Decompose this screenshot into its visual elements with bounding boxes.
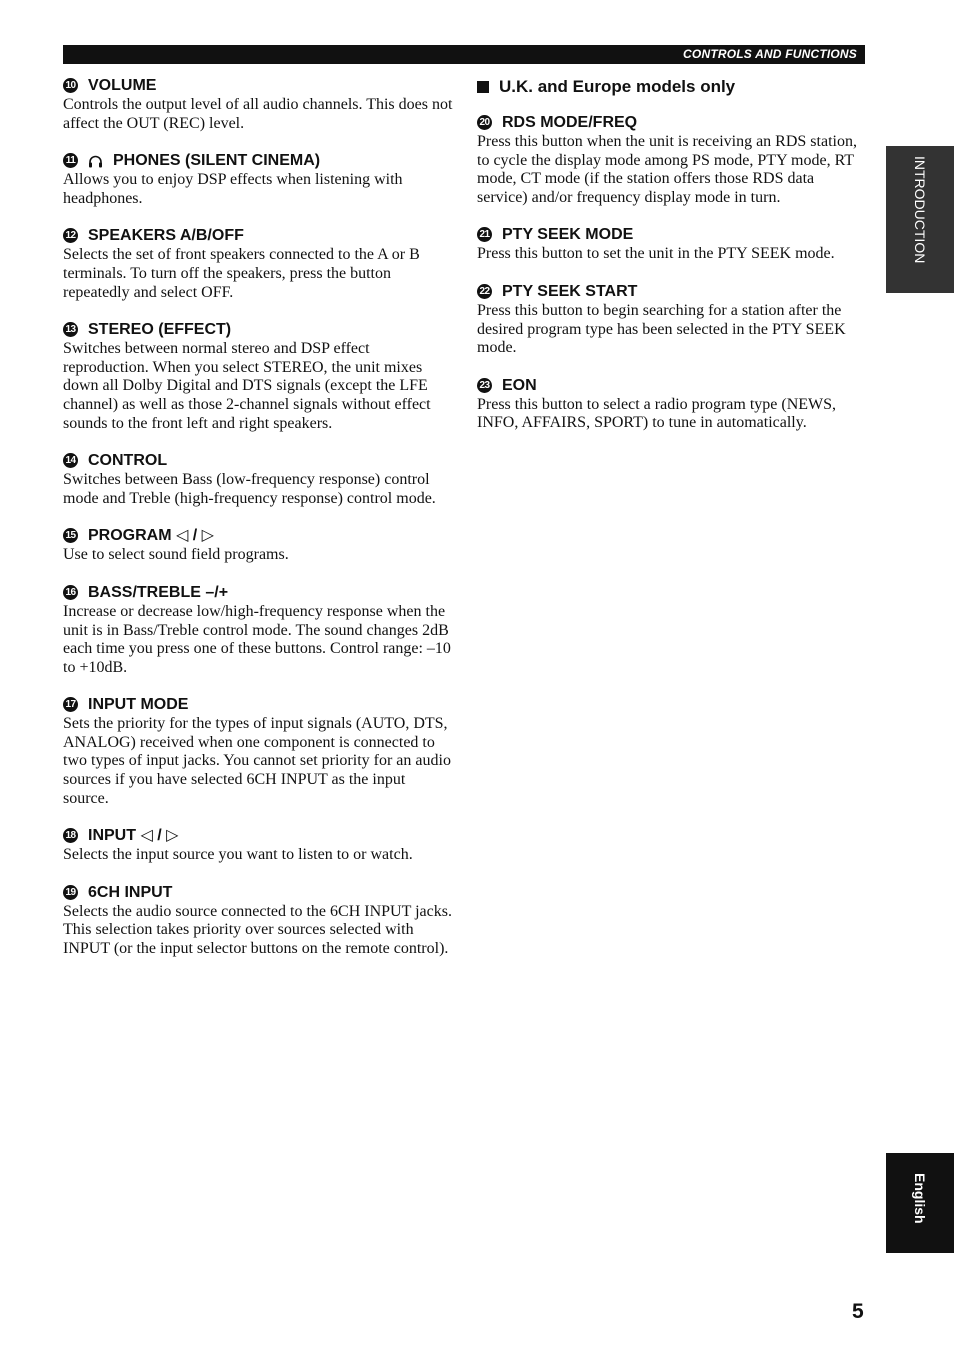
item-title: PTY SEEK MODE <box>502 226 634 244</box>
item-number: 11 <box>63 153 78 168</box>
item-number: 14 <box>63 453 78 468</box>
item-description: Press this button to begin searching for a station after the desired program type has been selected in the PTY SEEK mode. <box>477 301 846 357</box>
control-item-6ch-input <box>63 883 453 959</box>
section-heading <box>477 76 865 97</box>
item-description: Increase or decrease low/high-frequency response when the unit is in Bass/Treble control mode. The sound changes 2dB each time you press one of these buttons. Control range: –10 to +10dB. <box>63 602 451 676</box>
item-number: 21 <box>477 227 492 242</box>
item-title: INPUT ◁ / ▷ <box>88 827 179 845</box>
item-description: Switches between Bass (low-frequency response) control mode and Treble (high-frequency response) control mode. <box>63 471 436 507</box>
right-column <box>477 76 865 451</box>
item-description: Selects the audio source connected to the 6CH INPUT jacks. This selection takes priority over sources selected with INPUT (or the input selector buttons on the remote control). <box>63 902 452 958</box>
control-item-phones <box>63 151 453 208</box>
item-description: Use to select sound field programs. <box>63 546 289 564</box>
headphones-icon <box>88 154 103 168</box>
item-title: PTY SEEK START <box>502 282 638 300</box>
item-title: BASS/TREBLE –/+ <box>88 583 229 601</box>
tab-introduction[interactable] <box>886 146 954 293</box>
tab-english-label: English <box>912 1173 928 1224</box>
control-item-input <box>63 826 453 865</box>
control-item-pty-seek-mode <box>477 225 865 264</box>
item-number: 19 <box>63 885 78 900</box>
control-item-bass-treble <box>63 583 453 677</box>
item-title: EON <box>502 376 537 394</box>
item-number: 23 <box>477 378 492 393</box>
control-item-program <box>63 526 453 565</box>
item-description: Selects the set of front speakers connected to the A or B terminals. To turn off the speakers, press the button repeatedly and select OFF. <box>63 246 420 301</box>
header-bar <box>63 45 865 64</box>
tab-english[interactable] <box>886 1153 954 1253</box>
tab-introduction-label: INTRODUCTION <box>912 156 928 264</box>
item-title: SPEAKERS A/B/OFF <box>88 227 244 245</box>
item-number: 16 <box>63 585 78 600</box>
item-description: Press this button when the unit is receiving an RDS station, to cycle the display mode among PS mode, PTY mode, RT mode, CT mode (if the station offers those RDS data service) and/or frequency display mode in turn. <box>477 133 857 206</box>
item-number: 12 <box>63 228 78 243</box>
control-item-speakers <box>63 226 453 302</box>
item-title: RDS MODE/FREQ <box>502 114 638 131</box>
item-number: 15 <box>63 528 78 543</box>
item-description: Sets the priority for the types of input signals (AUTO, DTS, ANALOG) received when one component is connected to two types of input jacks. You cannot set priority for an audio sources if you have selected 6CH INPUT as the input source. <box>63 715 451 807</box>
item-number: 22 <box>477 284 492 299</box>
item-description: Allows you to enjoy DSP effects when listening with headphones. <box>63 171 403 207</box>
square-bullet-icon <box>477 81 489 93</box>
control-item-rds-mode <box>477 113 865 207</box>
control-item-volume <box>63 76 453 133</box>
item-title: VOLUME <box>88 77 157 94</box>
item-number: 13 <box>63 322 78 337</box>
control-item-pty-seek-start <box>477 282 865 358</box>
item-title: 6CH INPUT <box>88 883 173 901</box>
item-number: 18 <box>63 828 78 843</box>
page-number: 5 <box>852 1300 864 1323</box>
item-number: 20 <box>477 115 492 130</box>
control-item-control <box>63 451 453 508</box>
item-description: Controls the output level of all audio channels. This does not affect the OUT (REC) level. <box>63 96 453 132</box>
item-title: INPUT MODE <box>88 696 189 714</box>
item-number: 17 <box>63 697 78 712</box>
item-title: STEREO (EFFECT) <box>88 321 232 339</box>
section-title: CONTROLS AND FUNCTIONS <box>683 47 857 61</box>
item-description: Selects the input source you want to listen to or watch. <box>63 846 413 864</box>
section-heading-text: U.K. and Europe models only <box>499 77 736 96</box>
item-title: CONTROL <box>88 452 168 470</box>
left-column <box>63 76 453 977</box>
control-item-eon <box>477 376 865 433</box>
control-item-input-mode <box>63 695 453 808</box>
item-title: PROGRAM ◁ / ▷ <box>88 527 214 545</box>
item-description: Switches between normal stereo and DSP effect reproduction. When you select STEREO, the unit mixes down all Dolby Digital and DTS signals (except the LFE channel) as well as those 2-channel signals without effect sounds to the front left and right speakers. <box>63 340 431 432</box>
item-description: Press this button to select a radio program type (NEWS, INFO, AFFAIRS, SPORT) to tune in automatically. <box>477 395 837 432</box>
item-number: 10 <box>63 78 78 93</box>
control-item-stereo <box>63 320 453 433</box>
item-title: PHONES (SILENT CINEMA) <box>113 152 321 170</box>
item-description: Press this button to set the unit in the PTY SEEK mode. <box>477 245 835 263</box>
